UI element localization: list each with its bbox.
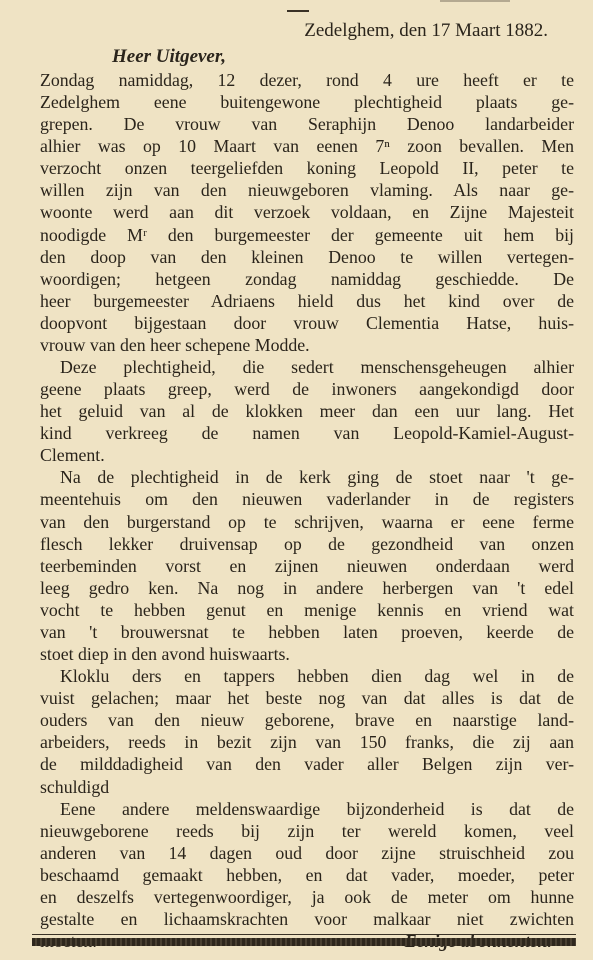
text-line: stoet diep in den avond huiswaarts. bbox=[40, 644, 290, 665]
text-line: Deze plechtigheid, die sedert menschensgeheugen alhier bbox=[60, 357, 574, 378]
text-line: doopvont bijgestaan door vrouw Clementia Hatse, huis- bbox=[40, 312, 574, 333]
text-line: nieuwgeborene reeds bij zijn ter wereld komen, veel bbox=[40, 820, 574, 841]
text-line: vrouw van den heer schepene Modde. bbox=[40, 334, 310, 355]
text-line: ouders van den nieuw geborene, brave en naarstige land- bbox=[40, 710, 574, 731]
text-line: geene plaats greep, werd de inwoners aangekondigd door bbox=[40, 379, 574, 400]
text-line: van 't brouwersnat te hebben laten proeven, keerde de bbox=[40, 621, 574, 642]
closing-rule-thin bbox=[32, 934, 576, 935]
paragraph bbox=[40, 665, 574, 797]
previous-article-rule bbox=[440, 0, 510, 6]
paragraph bbox=[40, 466, 574, 665]
text-line: van den burgerstand op te schrijven, waarna er eene ferme bbox=[40, 511, 574, 532]
text-line: den doop van den kleinen Denoo te willen vertegen- bbox=[40, 246, 574, 267]
text-line: Zedelghem eene buitengewone plechtigheid plaats ge- bbox=[40, 92, 574, 113]
text-line: grepen. De vrouw van Seraphijn Denoo landarbeider bbox=[40, 114, 574, 135]
article-separator-rule bbox=[287, 10, 309, 12]
paragraph bbox=[40, 69, 574, 356]
paragraph bbox=[40, 798, 574, 953]
salutation: Heer Uitgever, bbox=[112, 46, 226, 67]
text-line: vocht te hebben genut en menige kennis en vriend wat bbox=[40, 599, 574, 620]
text-line: het geluid van al de klokken meer dan een uur lang. Het bbox=[40, 401, 574, 422]
text-line: Clement. bbox=[40, 445, 105, 466]
text-line: de milddadigheid van den vader aller Belgen zijn ver- bbox=[40, 754, 574, 775]
text-line: kind verkreeg de namen van Leopold-Kamiel-August- bbox=[40, 423, 574, 444]
letter-body bbox=[40, 69, 574, 952]
text-line: woordigen; hetgeen zondag namiddag geschiedde. De bbox=[40, 268, 574, 289]
text-line: flesch lekker druivensap op de gezondheid van onzen bbox=[40, 533, 574, 554]
text-line: beschaamd gemaakt hebben, en dat vader, moeder, peter bbox=[40, 864, 574, 885]
text-line: schuldigd bbox=[40, 776, 110, 797]
text-line: arbeiders, reeds in bezit zijn van 150 franks, die zij aan bbox=[40, 732, 574, 753]
text-line: verzocht onzen teergeliefden koning Leopold II, peter te bbox=[40, 158, 574, 179]
text-line: willen zijn van den nieuwgeboren vlaming. Als naar ge- bbox=[40, 180, 574, 201]
text-line: Eene andere meldenswaardige bijzonderheid is dat de bbox=[60, 798, 574, 819]
text-line: woonte werd aan dit verzoek voldaan, en Zijne Majesteit bbox=[40, 202, 574, 223]
text-line: teerbeminden vorst en zijnen nieuwen onderdaan werd bbox=[40, 555, 574, 576]
text-line: en deszelfs vertegenwoordiger, ja ook de meter om hunne bbox=[40, 886, 574, 907]
text-line: meentehuis om den nieuwen vaderlander in de registers bbox=[40, 489, 574, 510]
dateline: Zedelghem, den 17 Maart 1882. bbox=[304, 20, 548, 41]
text-line: Zondag namiddag, 12 dezer, rond 4 ure heeft er te bbox=[40, 70, 574, 90]
text-line: Na de plechtigheid in de kerk ging de stoet naar 't ge- bbox=[60, 467, 574, 488]
text-line: gestalte en lichaamskrachten voor malkaar niet zwichten bbox=[40, 908, 574, 929]
closing-rule bbox=[32, 938, 576, 946]
text-line: vuist gelachen; maar het beste nog van dat alles is dat de bbox=[40, 688, 574, 709]
text-line: heer burgemeester Adriaens hield dus het kind over de bbox=[40, 290, 574, 311]
text-line: alhier was op 10 Maart van eenen 7ⁿ zoon bevallen. Men bbox=[40, 136, 574, 157]
paragraph bbox=[40, 356, 574, 466]
text-line: noodigde Mʳ den burgemeester der gemeente uit hem bij bbox=[40, 224, 574, 245]
text-line: leeg gedro ken. Na nog in andere herbergen van 't edel bbox=[40, 577, 574, 598]
text-line: Kloklu ders en tappers hebben dien dag wel in de bbox=[60, 666, 574, 687]
text-line: anderen van 14 dagen oud door zijne struischheid zou bbox=[40, 842, 574, 863]
